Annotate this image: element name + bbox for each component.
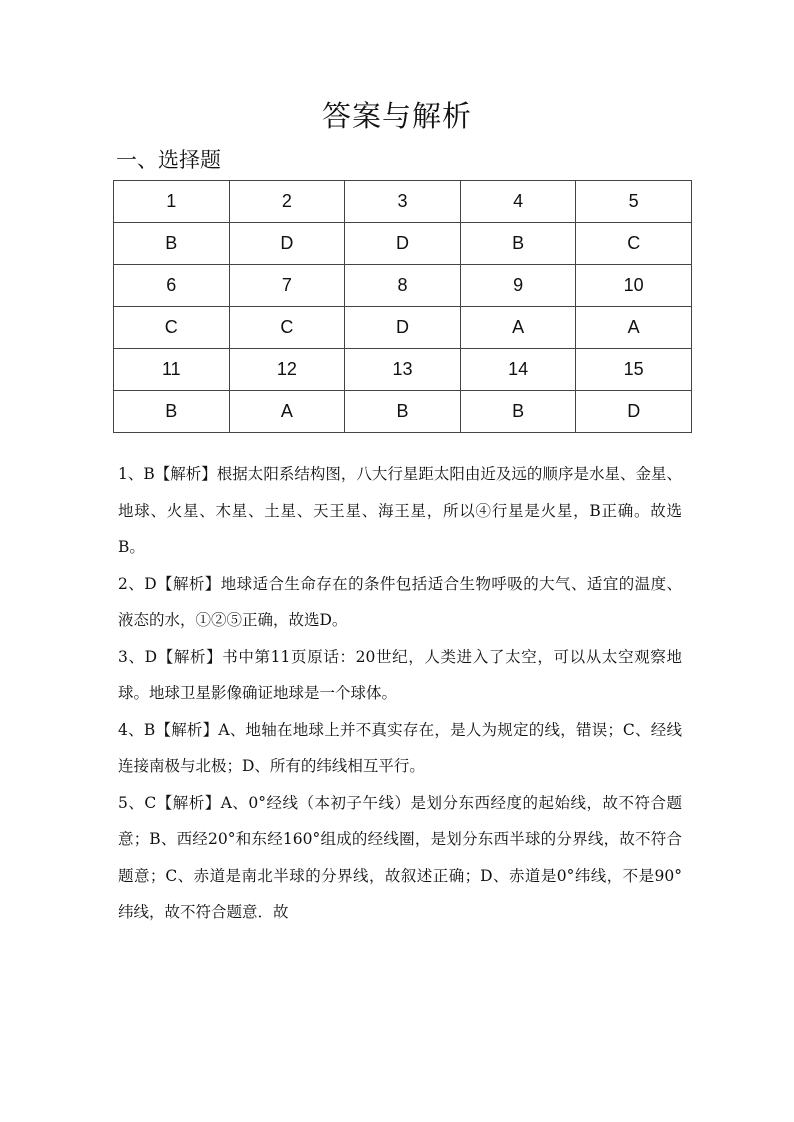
table-row (114, 223, 692, 265)
table-row (114, 349, 692, 391)
table-cell: 1 (114, 181, 230, 223)
table-cell: 14 (460, 349, 576, 391)
table-cell: 3 (345, 181, 461, 223)
table-cell: 11 (114, 349, 230, 391)
table-cell: B (114, 391, 230, 433)
explanation-paragraph: 2、D【解析】地球适合生命存在的条件包括适合生物呼吸的大气、适宜的温度、液态的水，①②⑤正确，故选D。 (118, 574, 682, 629)
explanation-paragraph: 1、B【解析】根据太阳系结构图，八大行星距太阳由近及远的顺序是水星、金星、地球、火星、木星、土星、天王星、海王星，所以④行星是火星，B正确。故选B。 (118, 465, 682, 556)
table-row (114, 307, 692, 349)
explanation-paragraph: 5、C【解析】A、0°经线（本初子午线）是划分东西经度的起始线，故不符合题意；B、西经20°和东经160°组成的经线圈，是划分东西半球的分界线，故不符合题意；C、赤道是南北半球的分界线，故叙述正确；D、赤道是0°纬线，不是90°纬线，故不符合题意．故 (118, 793, 682, 921)
table-cell: B (114, 223, 230, 265)
table-cell: C (229, 307, 345, 349)
table-cell: B (460, 223, 576, 265)
table-cell: A (229, 391, 345, 433)
table-cell: 7 (229, 265, 345, 307)
table-cell: A (576, 307, 692, 349)
explanation-paragraph: 3、D【解析】书中第11页原话：20世纪，人类进入了太空，可以从太空观察地球。地球卫星影像确证地球是一个球体。 (118, 647, 682, 702)
table-cell: C (114, 307, 230, 349)
table-cell: 13 (345, 349, 461, 391)
table-cell: 12 (229, 349, 345, 391)
table-cell: 9 (460, 265, 576, 307)
page-title: 答案与解析 (321, 99, 472, 133)
table-cell: D (345, 307, 461, 349)
table-cell: 10 (576, 265, 692, 307)
table-row (114, 391, 692, 433)
section-heading: 一、选择题 (116, 148, 221, 172)
table-cell: 8 (345, 265, 461, 307)
table-cell: 6 (114, 265, 230, 307)
table-row (114, 265, 692, 307)
table-cell: 5 (576, 181, 692, 223)
table-cell: B (345, 391, 461, 433)
table-row (114, 181, 692, 223)
table-cell: D (345, 223, 461, 265)
table-cell: B (460, 391, 576, 433)
table-cell: D (229, 223, 345, 265)
explanation-paragraph: 4、B【解析】A、地轴在地球上并不真实存在，是人为规定的线，错误；C、经线连接南极与北极；D、所有的纬线相互平行。 (118, 720, 682, 775)
table-cell: D (576, 391, 692, 433)
table-cell: A (460, 307, 576, 349)
answer-table (113, 180, 692, 433)
table-cell: 4 (460, 181, 576, 223)
table-cell: 2 (229, 181, 345, 223)
table-cell: 15 (576, 349, 692, 391)
table-cell: C (576, 223, 692, 265)
explanation-list (118, 456, 682, 931)
